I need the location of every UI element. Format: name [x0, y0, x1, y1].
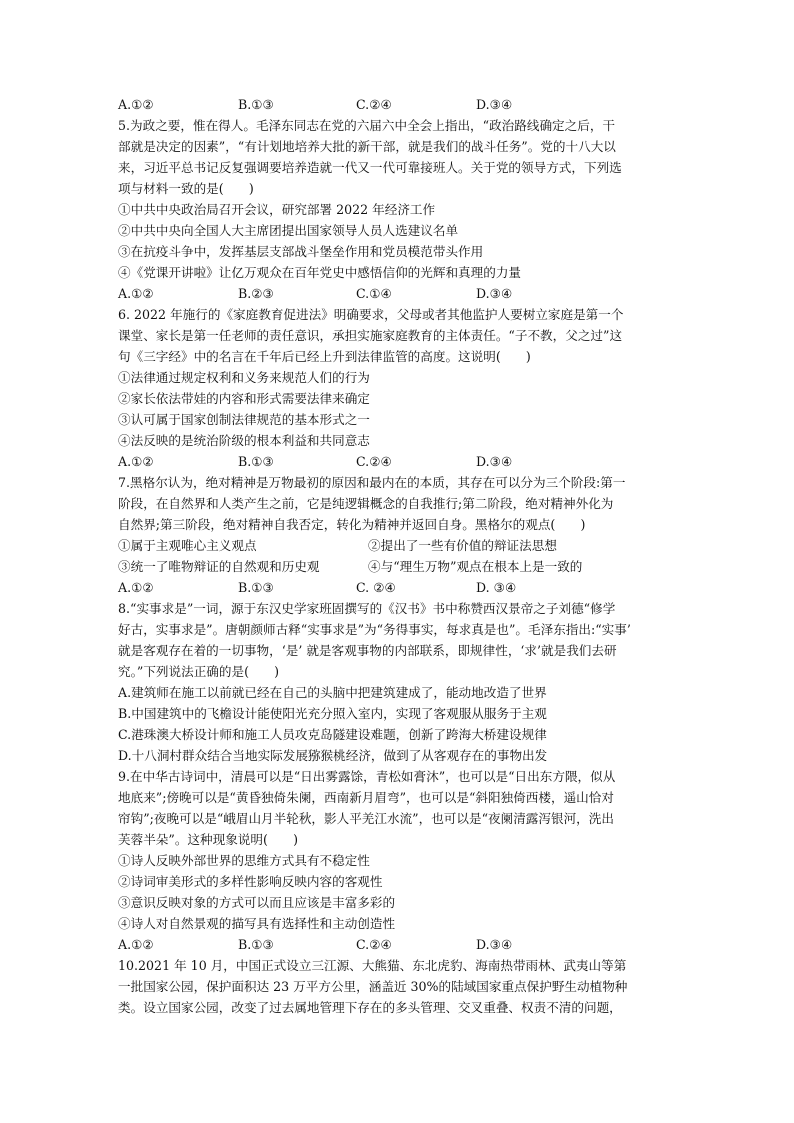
q10-stem-line: 10.2021 年 10 月，中国正式设立三江源、大熊猫、东北虎豹、海南热带雨林、武夷山等第 — [118, 958, 627, 973]
q8-stem-line: 好古，实事求是”。唐朝颜师古释“实事求是”为“务得事实，每求真是也”。毛泽东指出:“实事’ — [118, 622, 631, 637]
q7-option-a: A.①② — [118, 580, 154, 595]
q6-option-c: C.②④ — [356, 454, 392, 469]
q6-option-a: A.①② — [118, 454, 154, 469]
question-8 — [118, 598, 678, 766]
q6-options — [118, 451, 678, 472]
q7-item-row — [118, 535, 678, 556]
q8-stem-line: 8.“实事求是”一词，源于东汉史学家班固撰写的《汉书》书中称赞西汉景帝之子刘德“修学 — [118, 601, 616, 616]
q4-options — [118, 94, 678, 115]
q5-item: ④《党课开讲啦》让亿万观众在百年党史中感悟信仰的光辉和真理的力量 — [118, 265, 521, 280]
q6-item: ③认可属于国家创制法律规范的基本形式之一 — [118, 412, 370, 427]
q4-option-d: D.③④ — [476, 97, 513, 112]
q8-stem-line: 究。”下列说法正确的是( ) — [118, 664, 280, 679]
q5-option-d: D.③④ — [476, 286, 513, 301]
question-9 — [118, 766, 678, 955]
q7-item: ③统一了唯物辩证的自然观和历史观 — [118, 559, 320, 574]
q7-stem-line: 自然界;第三阶段，绝对精神自我否定，转化为精神并返回自身。黑格尔的观点( ) — [118, 517, 586, 532]
q10-stem-line: 类。设立国家公园，改变了过去属地管理下存在的多头管理、交叉重叠、权责不清的问题， — [118, 1000, 622, 1015]
q6-item: ①法律通过规定权利和义务来规范人们的行为 — [118, 370, 370, 385]
q5-option-c: C.①④ — [356, 286, 392, 301]
q9-option-d: D.③④ — [476, 937, 513, 952]
q5-stem-line: 项与材料一致的是( ) — [118, 181, 254, 196]
question-7 — [118, 472, 678, 598]
q9-item: ①诗人反映外部世界的思维方式具有不稳定性 — [118, 853, 370, 868]
q7-stem-line: 阶段，在自然界和人类产生之前，它是纯逻辑概念的自我推行;第二阶段，绝对精神外化为 — [118, 496, 614, 511]
q8-stem-line: 就是客观存在着的一切事物，‘是’ 就是客观事物的内部联系，即规律性，‘求’就是我们去研 — [118, 643, 617, 658]
q7-option-c: C. ②④ — [356, 580, 396, 595]
q5-stem-line: 5.为政之要，惟在得人。毛泽东同志在党的六届六中全会上指出，“政治路线确定之后，干 — [118, 118, 616, 133]
q7-option-b: B.①③ — [238, 580, 274, 595]
q6-item: ④法反映的是统治阶级的根本利益和共同意志 — [118, 433, 370, 448]
q8-choice-b: B.中国建筑中的飞檐设计能使阳光充分照入室内，实现了客观服从服务于主观 — [118, 706, 547, 721]
q9-option-b: B.①③ — [238, 937, 274, 952]
q9-option-a: A.①② — [118, 937, 154, 952]
q7-item: ②提出了一些有价值的辩证法思想 — [368, 538, 557, 553]
q9-stem-line: 芙蓉半朵”。这种现象说明( ) — [118, 832, 298, 847]
q6-stem-line: 6. 2022 年施行的《家庭教育促进法》明确要求，父母或者其他监护人要树立家庭是第一个 — [118, 307, 624, 322]
q5-stem-line: 来，习近平总书记反复强调要培养造就一代又一代可靠接班人。关于党的领导方式，下列选 — [118, 160, 622, 175]
q4-option-a: A.①② — [118, 97, 154, 112]
q9-stem-line: 地底来”;傍晚可以是“黄昏独倚朱阑，西南新月眉弯”，也可以是“斜阳独倚西楼，遥山恰对 — [118, 790, 614, 805]
q6-option-d: D.③④ — [476, 454, 513, 469]
q6-stem-line: 课堂、家长是第一任老师的责任意识，承担实施家庭教育的主体责任。“子不教，父之过”这 — [118, 328, 623, 343]
q7-option-d: D. ③④ — [476, 580, 517, 595]
q7-item-row — [118, 556, 678, 577]
q5-stem-line: 部就是决定的因素”，“有计划地培养大批的新干部，就是我们的战斗任务”。党的十八大以 — [118, 139, 616, 154]
q4-option-b: B.①③ — [238, 97, 274, 112]
q5-item: ③在抗疫斗争中，发挥基层支部战斗堡垒作用和党员模范带头作用 — [118, 244, 484, 259]
q9-options — [118, 934, 678, 955]
q4-option-c: C.②④ — [356, 97, 392, 112]
q5-options — [118, 283, 678, 304]
question-5 — [118, 115, 678, 304]
q9-option-c: C.②④ — [356, 937, 392, 952]
question-6 — [118, 304, 678, 472]
q6-stem-line: 句《三字经》中的名言在千年后已经上升到法律监管的高度。这说明( ) — [118, 349, 531, 364]
q9-item: ④诗人对自然景观的描写具有选择性和主动创造性 — [118, 916, 396, 931]
q7-item: ④与“理生万物”观点在根本上是一致的 — [368, 559, 583, 574]
q10-stem-line: 一批国家公园，保护面积达 23 万平方公里，涵盖近 30%的陆域国家重点保护野生动植物种 — [118, 979, 628, 994]
question-10 — [118, 955, 678, 1018]
q9-stem-line: 9.在中华古诗词中，清晨可以是“日出雾露馀，青松如膏沐”，也可以是“日出东方隈，似从 — [118, 769, 616, 784]
q5-item: ②中共中央向全国人大主席团提出国家领导人员人选建议名单 — [118, 223, 459, 238]
q9-item: ②诗词审美形式的多样性影响反映内容的客观性 — [118, 874, 383, 889]
q7-stem-line: 7.黑格尔认为，绝对精神是万物最初的原因和最内在的本质，其存在可以分为三个阶段:第一 — [118, 475, 626, 490]
q9-stem-line: 帘钩”;夜晚可以是“峨眉山月半轮秋，影人平羌江水流”，也可以是“夜阑清露泻银河，洗出 — [118, 811, 614, 826]
q9-item: ③意识反映对象的方式可以而且应该是丰富多彩的 — [118, 895, 396, 910]
q5-option-b: B.②③ — [238, 286, 274, 301]
q7-options — [118, 577, 678, 598]
q6-option-b: B.①③ — [238, 454, 274, 469]
q8-choice-a: A.建筑师在施工以前就已经在自己的头脑中把建筑建成了，能动地改造了世界 — [118, 685, 547, 700]
q5-item: ①中共中央政治局召开会议，研究部署 2022 年经济工作 — [118, 202, 436, 217]
q5-option-a: A.①② — [118, 286, 154, 301]
q8-choice-d: D.十八洞村群众结合当地实际发展猕猴桃经济，做到了从客观存在的事物出发 — [118, 748, 548, 763]
q8-choice-c: C.港珠澳大桥设计师和施工人员攻克岛隧建设难题，创新了跨海大桥建设规律 — [118, 727, 547, 742]
exam-page — [118, 94, 678, 1018]
q6-item: ②家长依法带娃的内容和形式需要法律来确定 — [118, 391, 370, 406]
q7-item: ①属于主观唯心主义观点 — [118, 538, 257, 553]
